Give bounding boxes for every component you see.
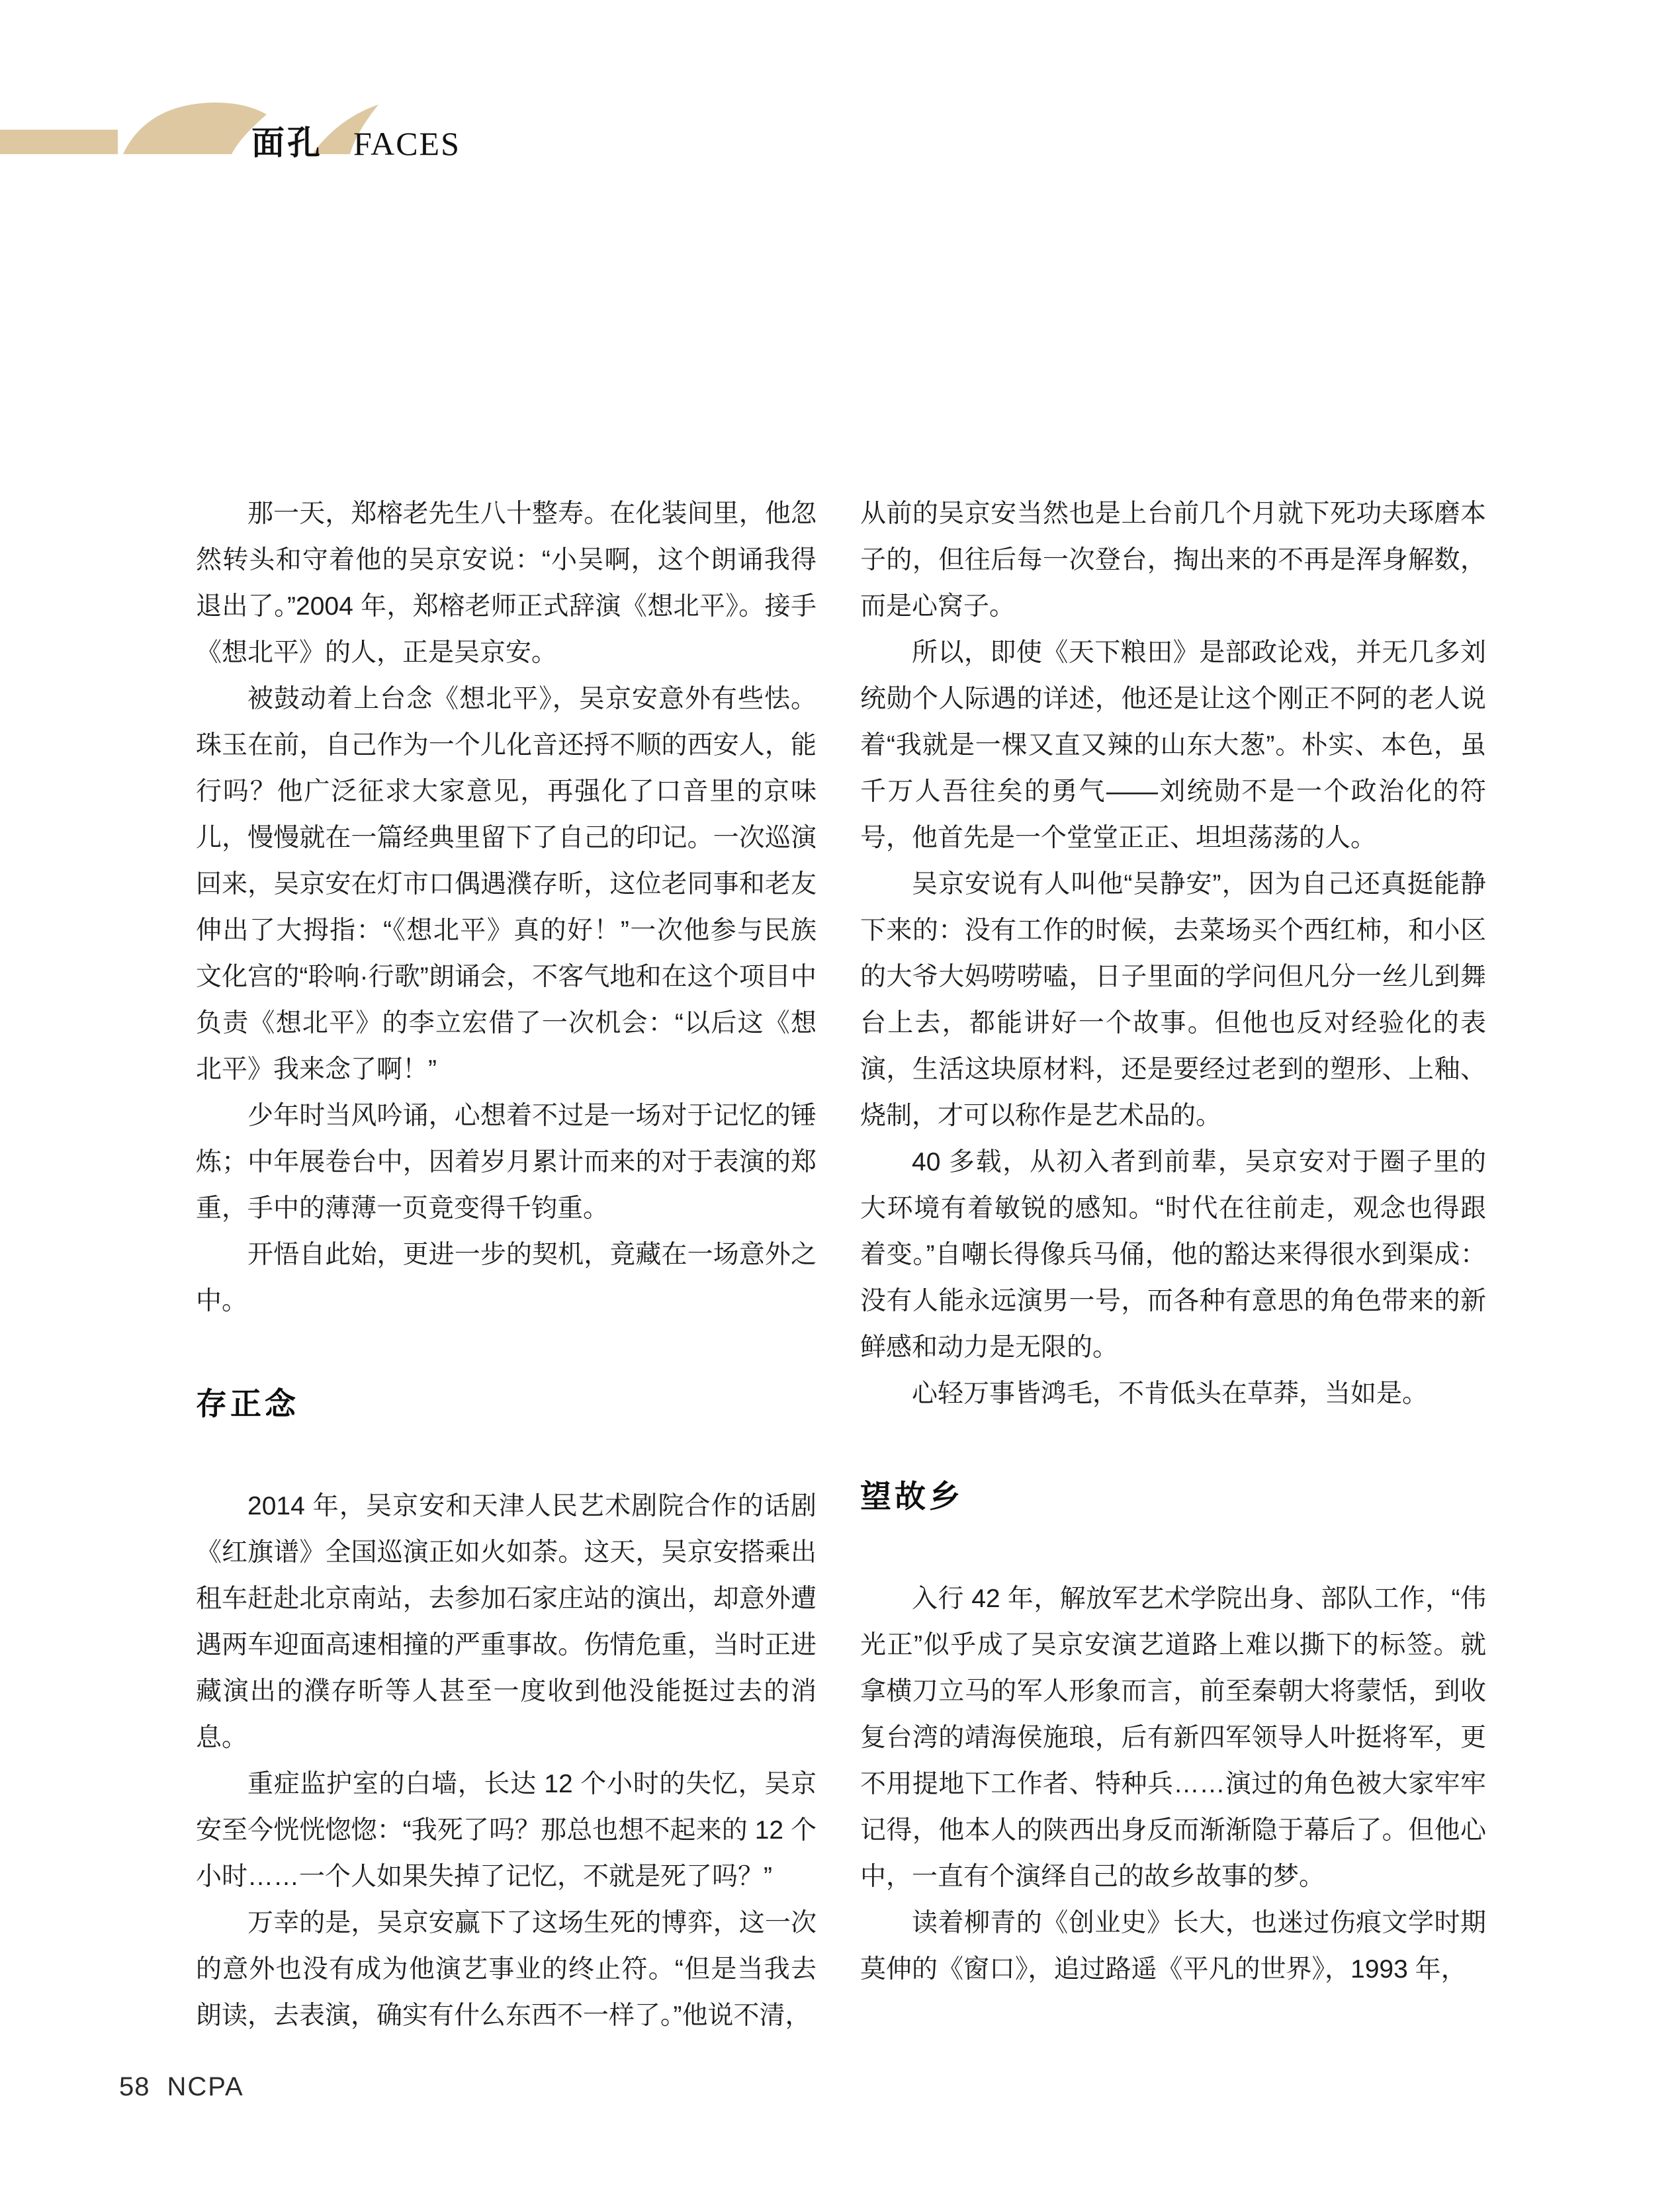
section-heading: 望故乡 <box>860 1479 963 1514</box>
paragraph: 那一天，郑榕老先生八十整寿。在化装间里，他忽然转头和守着他的吴京安说：“小吴啊，这个朗诵我得退出了。”2004 年，郑榕老师正式辞演《想北平》。接手《想北平》的人，正是吴京安。 <box>196 500 817 667</box>
paragraph: 所以，即使《天下粮田》是部政论戏，并无几多刘统勋个人际遇的详述，他还是让这个刚正不阿的老人说着“我就是一棵又直又辣的山东大葱”。朴实、本色，虽千万人吾往矣的勇气——刘统勋不是一个政治化的符号，他首先是一个堂堂正正、坦坦荡荡的人。 <box>860 638 1486 852</box>
paragraph: 心轻万事皆鸿毛，不肯低头在草莽，当如是。 <box>912 1379 1429 1408</box>
paragraph: 重症监护室的白墙，长达 12 个小时的失忆，吴京安至今恍恍惚惚：“我死了吗？那总也想不起来的 12 个小时……一个人如果失掉了记忆，不就是死了吗？” <box>196 1770 817 1891</box>
section-title-zh: 面孔 <box>251 124 323 161</box>
paragraph: 读着柳青的《创业史》长大，也迷过伤痕文学时期莫伸的《窗口》，追过路遥《平凡的世界》，1993 年， <box>860 1909 1486 1984</box>
section-title-en: FACES <box>353 125 461 162</box>
paragraph: 2014 年，吴京安和天津人民艺术剧院合作的话剧《红旗谱》全国巡演正如火如荼。这天，吴京安搭乘出租车赶赴北京南站，去参加石家庄站的演出，却意外遭遇两车迎面高速相撞的严重事故。伤情危重，当时正进藏演出的濮存昕等人甚至一度收到他没能挺过去的消息。 <box>196 1492 817 1752</box>
paragraph: 少年时当风吟诵，心想着不过是一场对于记忆的锤炼；中年展卷台中，因着岁月累计而来的对于表演的郑重，手中的薄薄一页竟变得千钧重。 <box>196 1102 817 1223</box>
page-number: 58 <box>119 2072 150 2101</box>
section-heading: 存正念 <box>196 1386 299 1421</box>
left-column <box>196 491 817 2039</box>
paragraph: 开悟自此始，更进一步的契机，竟藏在一场意外之中。 <box>196 1241 817 1315</box>
magazine-name: NCPA <box>167 2072 244 2101</box>
right-column <box>860 491 1486 1993</box>
paragraph: 被鼓动着上台念《想北平》，吴京安意外有些怯。珠玉在前，自己作为一个儿化音还捋不顺的西安人，能行吗？他广泛征求大家意见，再强化了口音里的京味儿，慢慢就在一篇经典里留下了自己的印记。一次巡演回来，吴京安在灯市口偶遇濮存昕，这位老同事和老友伸出了大拇指：“《想北平》真的好！”一次他参与民族文化宫的“聆响·行歌”朗诵会，不客气地和在这个项目中负责《想北平》的李立宏借了一次机会：“以后这《想北平》我来念了啊！” <box>196 685 817 1084</box>
paragraph: 入行 42 年，解放军艺术学院出身、部队工作，“伟光正”似乎成了吴京安演艺道路上难以撕下的标签。就拿横刀立马的军人形象而言，前至秦朝大将蒙恬，到收复台湾的靖海侯施琅，后有新四军领导人叶挺将军，更不用提地下工作者、特种兵……演过的角色被大家牢牢记得，他本人的陕西出身反而渐渐隐于幕后了。但他心中，一直有个演绎自己的故乡故事的梦。 <box>860 1585 1486 1891</box>
paragraph: 万幸的是，吴京安赢下了这场生死的博弈，这一次的意外也没有成为他演艺事业的终止符。“但是当我去朗读，去表演，确实有什么东西不一样了。”他说不清， <box>196 1909 817 2030</box>
paragraph: 吴京安说有人叫他“吴静安”，因为自己还真挺能静下来的：没有工作的时候，去菜场买个西红柿，和小区的大爷大妈唠唠嗑，日子里面的学问但凡分一丝儿到舞台上去，都能讲好一个故事。但他也反对经验化的表演，生活这块原材料，还是要经过老到的塑形、上釉、烧制，才可以称作是艺术品的。 <box>860 870 1486 1130</box>
paragraph: 从前的吴京安当然也是上台前几个月就下死功夫琢磨本子的，但往后每一次登台，掏出来的不再是浑身解数，而是心窝子。 <box>860 500 1486 621</box>
paragraph: 40 多载，从初入者到前辈，吴京安对于圈子里的大环境有着敏锐的感知。“时代在往前走，观念也得跟着变。”自嘲长得像兵马俑，他的豁达来得很水到渠成：没有人能永远演男一号，而各种有意思的角色带来的新鲜感和动力是无限的。 <box>860 1148 1486 1362</box>
page-footer <box>119 2072 244 2101</box>
